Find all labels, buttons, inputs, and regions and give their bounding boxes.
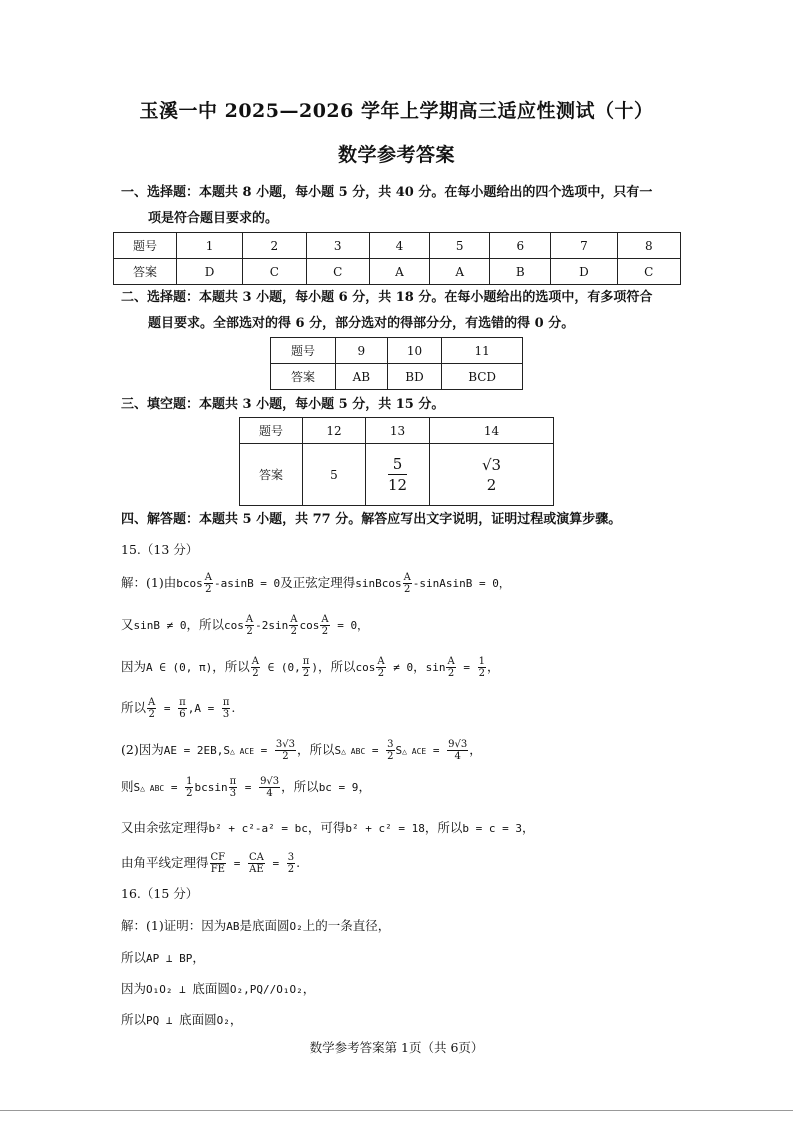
table-cell: 13 xyxy=(366,418,430,444)
q15-line-5: (2)因为AE = 2EB,S△ ACE = $\frac{3√3}{2}$ ，所以S△ ABC = $\frac{3}{2}$ S△ ACE = $\frac{9√3}{4}$ ， xyxy=(121,739,482,762)
table-cell: 4 xyxy=(369,233,429,259)
page-footer: 数学参考答案第 1页（共 6页） xyxy=(309,1040,484,1055)
section-1-line1: 一、选择题：本题共 8 小题，每小题 5 分，共 40 分。在每小题给出的四个选项中，只有一 xyxy=(121,185,653,200)
q16-line-2: 所以AP ⊥ BP， xyxy=(121,950,205,965)
table-header-cell: 答案 xyxy=(114,259,177,285)
table-header-cell: 题号 xyxy=(271,338,336,364)
table-cell: 11 xyxy=(442,338,523,364)
fraction: $\frac{\pi}{6}$ xyxy=(179,697,186,720)
q15-heading: 15.（13 分） xyxy=(121,542,199,557)
fraction: $\frac{9√3}{4}$ xyxy=(260,776,280,799)
fraction: $\frac{A}{2}$ xyxy=(377,656,385,679)
section-2-line2: 题目要求。全部选对的得 6 分，部分选对的得部分分，有选错的得 0 分。 xyxy=(148,316,575,331)
fraction: $\frac{1}{2}$ xyxy=(478,656,485,679)
fraction: $\frac{A}{2}$ xyxy=(321,614,329,637)
table-cell: BCD xyxy=(442,364,523,390)
q15-line-1: 解：(1)由bcos $\frac{A}{2}$ -asinB = 0及正弦定理得sinBcos $\frac{A}{2}$ -sinAsinB = 0， xyxy=(121,572,510,595)
section-2-heading xyxy=(121,285,681,337)
page-subtitle: 数学参考答案 xyxy=(337,144,455,166)
q15-line-4: 所以 $\frac{A}{2}$ = $\frac{\pi}{6}$ ,A = $\frac{\pi}{3}$ . xyxy=(121,697,236,720)
q15-line-3: 因为A ∈ (0, π)，所以 $\frac{A}{2}$ ∈ (0, $\frac{\pi}{2}$ )，所以cos $\frac{A}{2}$ ≠ 0，sin $\frac{A}{2}$ = $\frac{1}{2}$ ， xyxy=(121,656,500,679)
q16-line-1: 解：(1)证明：因为AB是底面圆O₂上的一条直径， xyxy=(121,918,391,933)
table-cell: 9 xyxy=(336,338,388,364)
fraction: $\frac{1}{2}$ xyxy=(186,776,193,799)
table-cell: 5 xyxy=(303,444,366,506)
q15-line-8: 由角平线定理得 $\frac{CF}{FE}$ = $\frac{CA}{AE}$ = $\frac{3}{2}$ . xyxy=(121,852,301,875)
section-2-line1: 二、选择题：本题共 3 小题，每小题 6 分，共 18 分。在每小题给出的选项中，有多项符合 xyxy=(121,290,653,305)
page-title: 玉溪一中 2025—2026 学年上学期高三适应性测试（十） xyxy=(139,100,654,122)
q15-line-2: 又sinB ≠ 0，所以cos $\frac{A}{2}$ -2sin $\frac{A}{2}$ cos $\frac{A}{2}$ = 0， xyxy=(121,614,369,637)
table-cell: C xyxy=(243,259,306,285)
table-cell: C xyxy=(617,259,680,285)
fraction: $\frac{A}{2}$ xyxy=(245,614,254,637)
table-cell: AB xyxy=(336,364,388,390)
table-cell xyxy=(366,444,430,506)
fraction: $\frac{A}{2}$ xyxy=(204,572,212,595)
table-cell: 3 xyxy=(306,233,369,259)
fraction: $\frac{A}{2}$ xyxy=(403,572,411,595)
fraction: $\frac{CF}{FE}$ xyxy=(210,852,226,875)
table-cell: B xyxy=(490,259,551,285)
fraction-5-12: $\frac{5}{12}$ xyxy=(387,455,408,494)
fraction: $\frac{3}{2}$ xyxy=(387,739,394,762)
section-1-heading xyxy=(121,180,681,232)
table-header-cell: 答案 xyxy=(240,444,303,506)
table-cell: BD xyxy=(387,364,441,390)
fraction: $\frac{\pi}{3}$ xyxy=(222,697,230,720)
table-header-cell: 题号 xyxy=(240,418,303,444)
fraction: $\frac{A}{2}$ xyxy=(290,614,298,637)
table-cell: 7 xyxy=(551,233,617,259)
fraction: $\frac{3√3}{2}$ xyxy=(275,739,296,762)
fraction: $\frac{3}{2}$ xyxy=(287,852,295,875)
table-header-cell: 答案 xyxy=(271,364,336,390)
table-cell: 5 xyxy=(430,233,490,259)
q16-line-4: 所以PQ ⊥ 底面圆O₂， xyxy=(121,1012,243,1027)
fraction: $\frac{\pi}{2}$ xyxy=(302,656,310,679)
table-cell: 8 xyxy=(617,233,680,259)
table-cell: 6 xyxy=(490,233,551,259)
section-4-line1: 四、解答题：本题共 5 小题，共 77 分。解答应写出文字说明，证明过程或演算步骤。 xyxy=(121,512,622,527)
answer-table-2 xyxy=(270,337,523,390)
fraction: $\frac{CA}{AE}$ xyxy=(248,852,264,875)
table-cell: 2 xyxy=(243,233,306,259)
page-bottom-divider xyxy=(0,1110,793,1111)
q15-line-7: 又由余弦定理得b² + c²-a² = bc，可得b² + c² = 18，所以b = c = 3， xyxy=(121,820,535,835)
section-4-heading xyxy=(121,507,681,533)
fraction: $\frac{A}{2}$ xyxy=(148,697,156,720)
section-3-line1: 三、填空题：本题共 3 小题，每小题 5 分，共 15 分。 xyxy=(121,397,445,412)
table-cell: 10 xyxy=(387,338,441,364)
table-cell: C xyxy=(306,259,369,285)
section-3-heading xyxy=(121,392,681,418)
fraction: $\frac{A}{2}$ xyxy=(447,656,455,679)
fraction: $\frac{\pi}{3}$ xyxy=(229,776,237,799)
table-cell: A xyxy=(369,259,429,285)
table-cell: D xyxy=(177,259,243,285)
table-header-cell: 题号 xyxy=(114,233,177,259)
answer-table-1 xyxy=(113,232,681,285)
fraction: $\frac{A}{2}$ xyxy=(251,656,259,679)
table-cell: A xyxy=(430,259,490,285)
answer-table-3 xyxy=(239,417,554,506)
section-1-line2: 项是符合题目要求的。 xyxy=(148,211,279,226)
table-cell: 14 xyxy=(430,418,554,444)
fraction-root3-2: √3 2 xyxy=(481,455,502,494)
table-cell: 1 xyxy=(177,233,243,259)
q15-line-6: 则S△ ABC = $\frac{1}{2}$ bcsin $\frac{\pi}{3}$ = $\frac{9√3}{4}$ ，所以bc = 9， xyxy=(121,776,371,799)
fraction: $\frac{9√3}{4}$ xyxy=(448,739,468,762)
table-cell xyxy=(430,444,554,506)
table-cell: 12 xyxy=(303,418,366,444)
table-cell: D xyxy=(551,259,617,285)
q16-line-3: 因为O₁O₂ ⊥ 底面圆O₂,PQ//O₁O₂， xyxy=(121,981,316,996)
q16-heading: 16.（15 分） xyxy=(121,886,199,901)
